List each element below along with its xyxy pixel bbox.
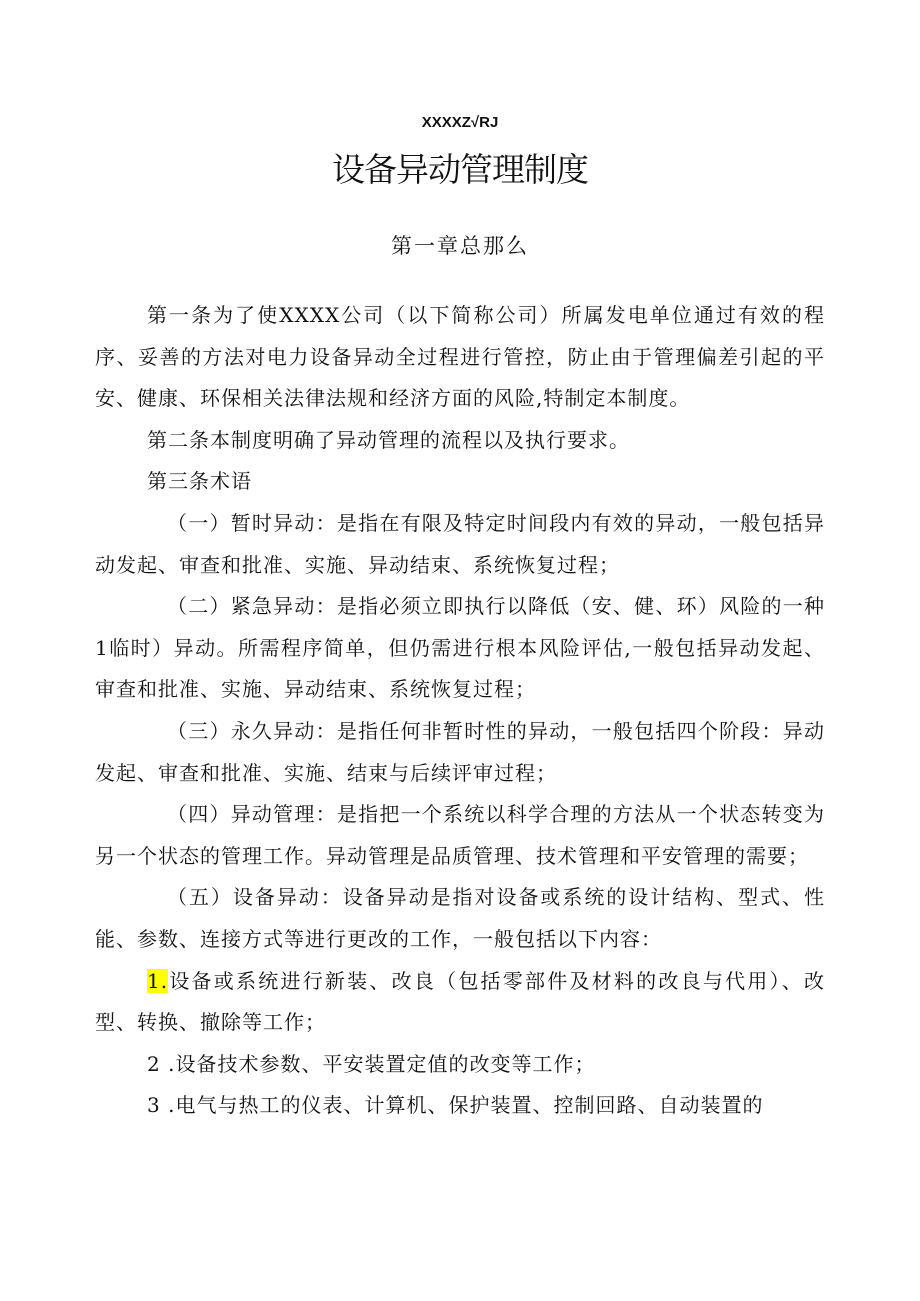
term-5-paragraph: （五）设备异动：设备异动是指对设备或系统的设计结构、型式、性能、参数、连接方式等进行更改的工作，一般包括以下内容： xyxy=(95,885,825,951)
list-item-text: .电气与热工的仪表、计算机、保护装置、控制回路、自动装置的 xyxy=(160,1093,764,1118)
list-item-text: 设备或系统进行新装、改良（包括零部件及材料的改良与代用）、改型、转换、撤除等工作； xyxy=(95,968,825,1035)
list-item xyxy=(95,961,825,1044)
chapter-heading: 第一章总那么 xyxy=(391,234,529,258)
document-code: XXXXZ√RJ xyxy=(421,114,499,131)
term-2-paragraph: （二）紧急异动：是指必须立即执行以降低（安、健、环）风险的一种1临时）异动。所需程序简单，但仍需进行根本风险评估,一般包括异动发起、审查和批准、实施、异动结束、系统恢复过程； xyxy=(95,594,825,702)
document-body xyxy=(95,295,825,1127)
list-item xyxy=(95,1044,825,1086)
list-item xyxy=(95,1085,825,1127)
term-1-paragraph: （一）暂时异动：是指在有限及特定时间段内有效的异动，一般包括异动发起、审查和批准、实施、异动结束、系统恢复过程； xyxy=(95,510,825,577)
list-item-text: .设备技术参数、平安装置定值的改变等工作； xyxy=(160,1051,596,1076)
list-item-number: 2 xyxy=(147,1051,161,1076)
list-item-number: 3 xyxy=(147,1093,161,1118)
document-title: 设备异动管理制度 xyxy=(332,150,588,189)
term-4-paragraph: （四）异动管理：是指把一个系统以科学合理的方法从一个状态转变为另一个状态的管理工作。异动管理是品质管理、技术管理和平安管理的需要； xyxy=(95,802,825,868)
article-2-paragraph: 第二条本制度明确了异动管理的流程以及执行要求。 xyxy=(147,427,630,452)
article-3-heading: 第三条术语 xyxy=(147,469,252,494)
term-3-paragraph: （三）永久异动：是指任何非暂时性的异动，一般包括四个阶段：异动发起、审查和批准、实施、结束与后续评审过程； xyxy=(95,718,825,785)
list-item-number-highlighted: 1. xyxy=(147,968,169,993)
article-1-paragraph: 第一条为了使XXXX公司（以下简称公司）所属发电单位通过有效的程序、妥善的方法对电力设备异动全过程进行管控，防止由于管理偏差引起的平安、健康、环保相关法律法规和经济方面的风险,特制定本制度。 xyxy=(95,303,825,411)
